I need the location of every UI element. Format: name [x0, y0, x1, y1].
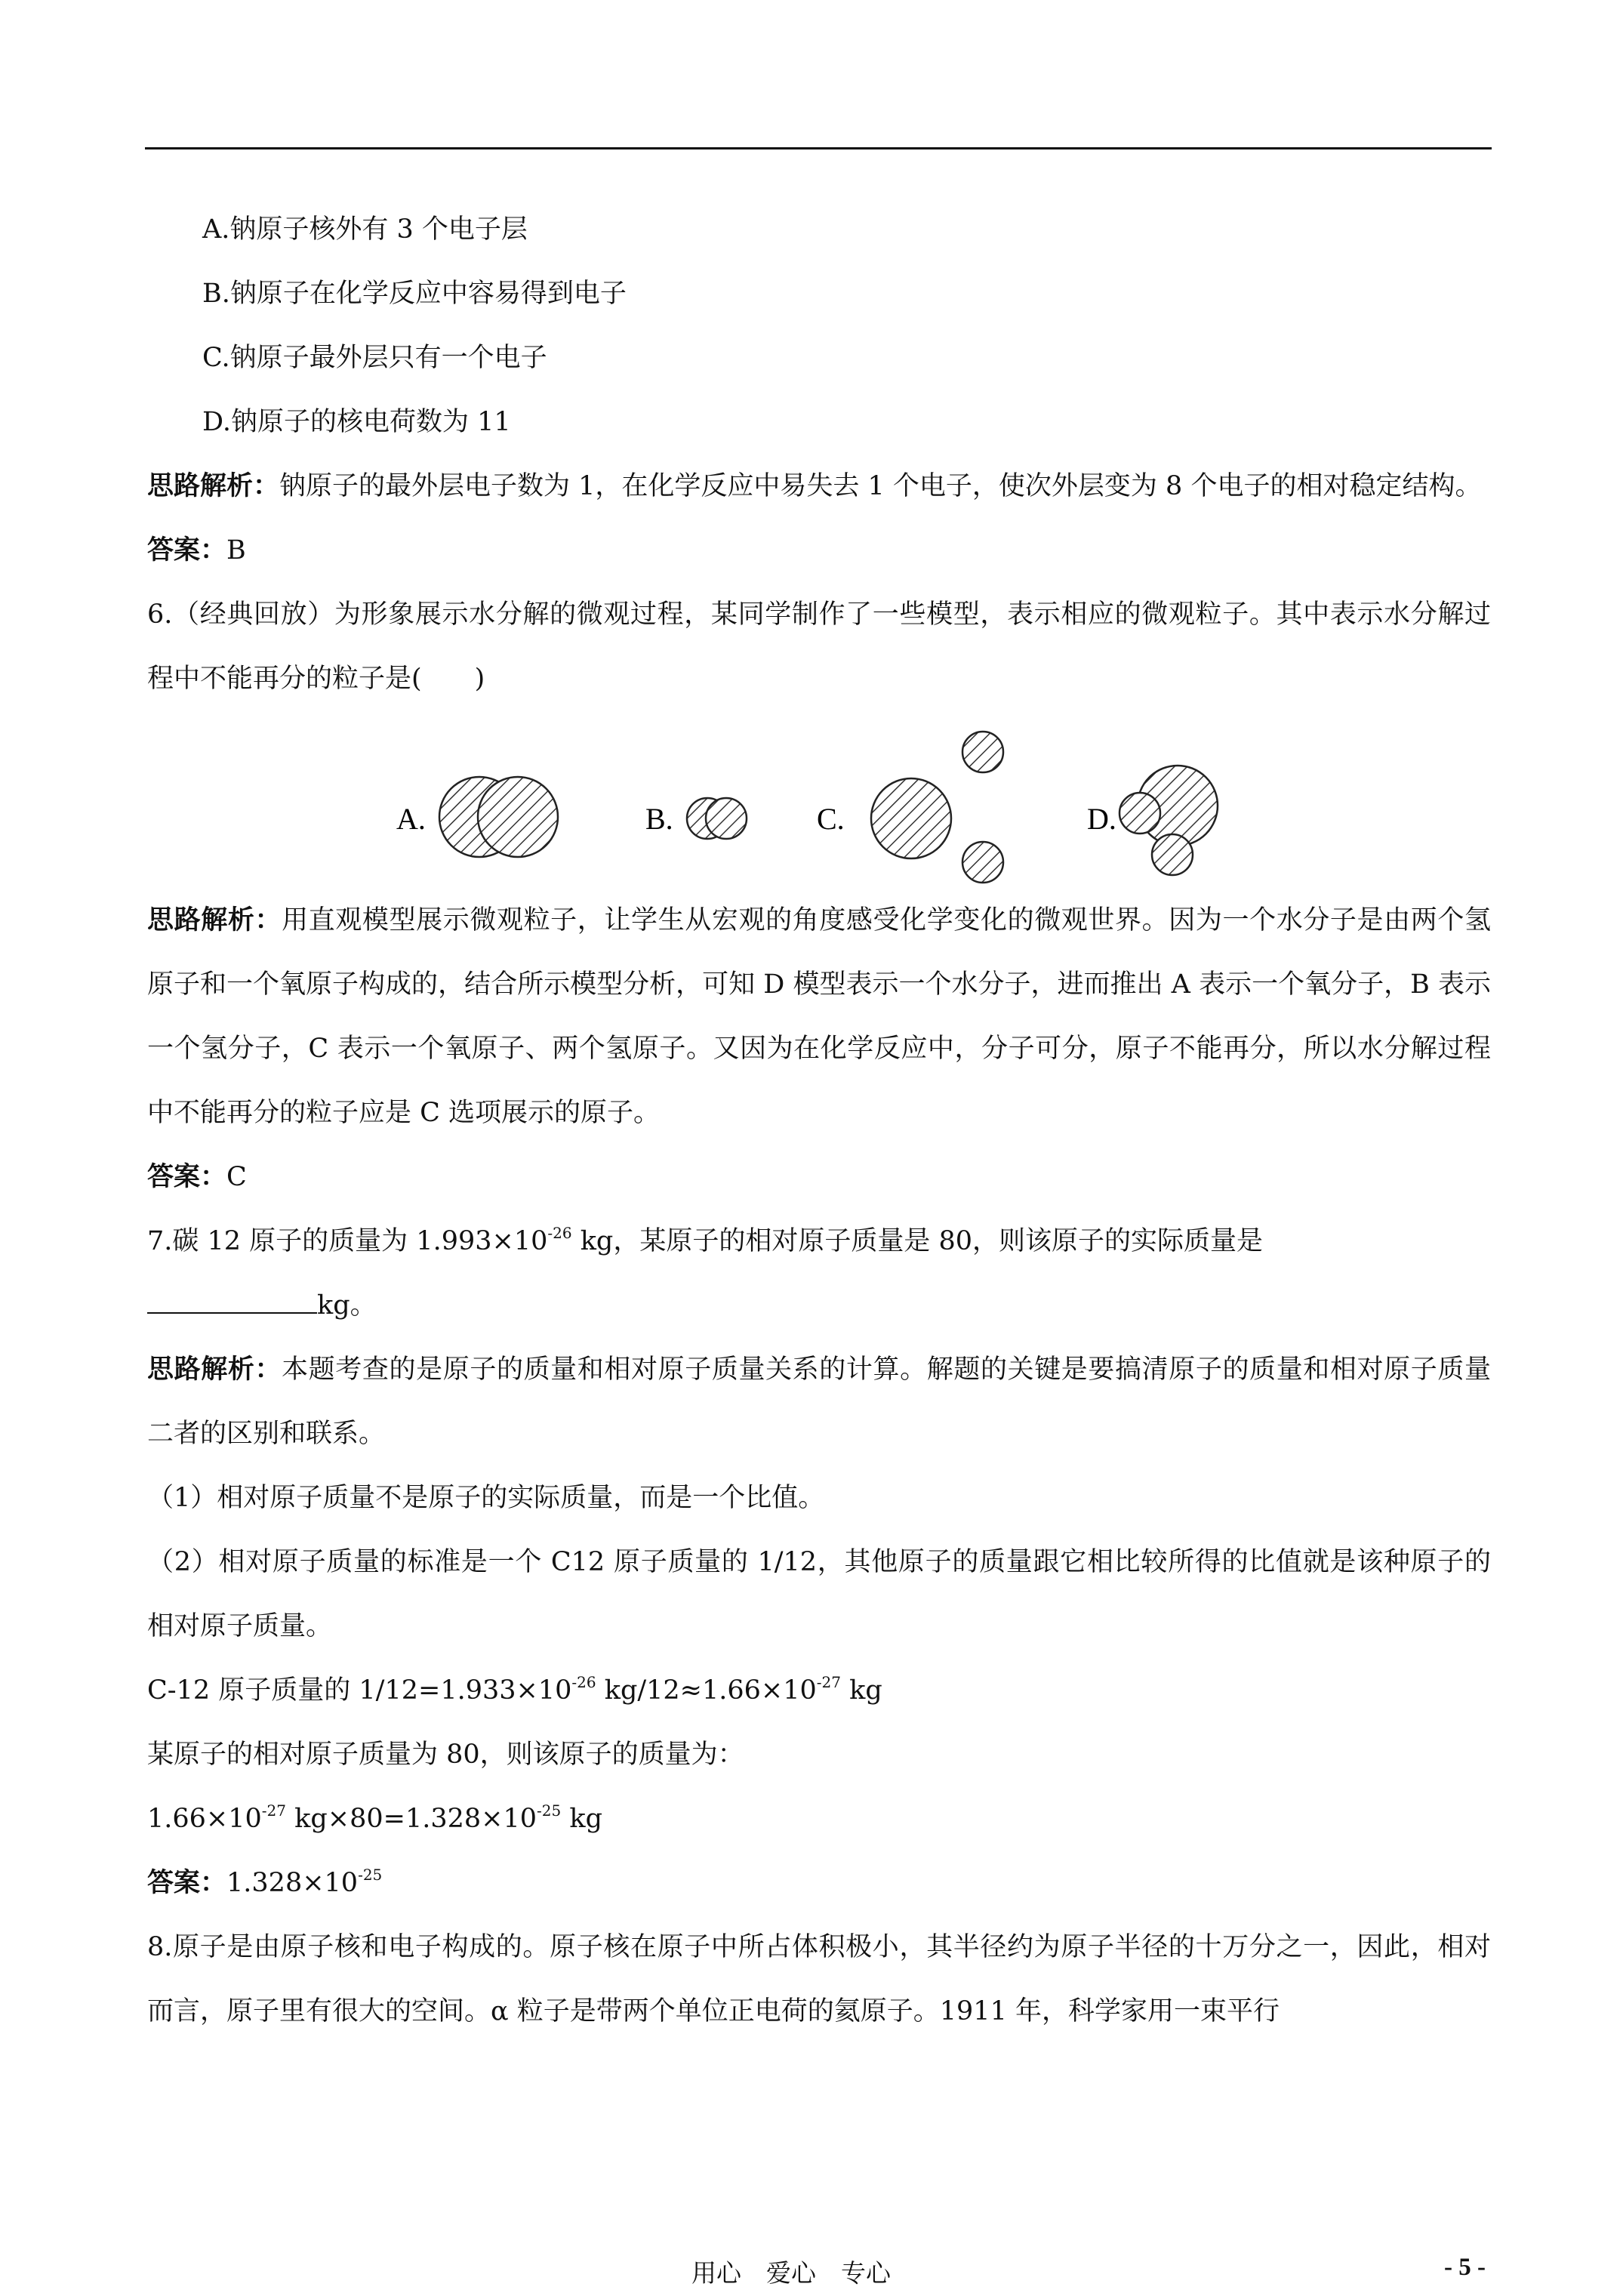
option-d: D.钠原子的核电荷数为 11: [202, 407, 511, 437]
q7-calc-2: 某原子的相对原子质量为 80，则该原子的质量为：: [147, 1740, 744, 1770]
q7-point-2: （2）相对原子质量的标准是一个 C12 原子质量的 1/12，其他原子的质量跟它相比较所得的比值就是该种原子的相对原子质量。: [147, 1547, 1491, 1641]
hydrogen-atom-2: [706, 798, 747, 839]
q6-answer: 答案：C: [147, 1162, 247, 1192]
q7-stem: 7.碳 12 原子的质量为 $1.993\times 10^{-26}$ kg，某原子的相对原子质量是 80，则该原子的实际质量是 kg。: [147, 1224, 1263, 1321]
q7-point-1: （1）相对原子质量不是原子的实际质量，而是一个比值。: [147, 1483, 825, 1513]
page-number: - 5 -: [1444, 2254, 1486, 2281]
hydrogen-atom-top: [962, 732, 1003, 772]
water-hydrogen-atom-2: [1152, 834, 1193, 875]
option-a: A.钠原子核外有 3 个电子层: [202, 214, 528, 245]
hydrogen-atom-bottom: [962, 842, 1003, 883]
model-b: [645, 798, 747, 839]
page-content: [147, 198, 1491, 2044]
model-d-label: D.: [1087, 802, 1116, 836]
q5-answer: 答案：B: [147, 535, 246, 566]
q7-calc-3: $1.66\times 10^{-27}$ $kg\times 80=1.328\times 10^{-25}$ kg: [147, 1801, 602, 1834]
q7-analysis: 思路解析：本题考查的是原子的质量和相对原子质量关系的计算。解题的关键是要搞清原子的质量和相对原子质量二者的区别和联系。: [147, 1354, 1491, 1449]
oxygen-atom-2: [478, 777, 558, 857]
option-b: B.钠原子在化学反应中容易得到电子: [202, 279, 627, 309]
q5-analysis: 思路解析：钠原子的最外层电子数为 1，在化学反应中易失去 1 个电子，使次外层变为 8 个电子的相对稳定结构。: [147, 471, 1482, 501]
footer-motto: 用心 爱心 专心: [691, 2258, 891, 2288]
model-c-label: C.: [817, 802, 845, 836]
molecule-figure: [147, 711, 1491, 889]
option-c: C.钠原子最外层只有一个电子: [202, 343, 547, 373]
answer-label: 答案：: [147, 535, 227, 566]
model-a: [396, 777, 558, 857]
q6-analysis: 思路解析：用直观模型展示微观粒子，让学生从宏观的角度感受化学变化的微观世界。因为一个水分子是由两个氢原子和一个氧原子构成的，结合所示模型分析，可知 D 模型表示一个水分子，进而推出 A 表示一个氧分子，B 表示一个氢分子，C 表示一个氧原子、两个氢原子。又因为在化学反应中，分子可分，原子不能再分，所以水分解过程中不能再分的粒子应是 C 选项展示的原子。: [147, 905, 1491, 1128]
model-d: [1087, 766, 1218, 875]
analysis-label: 思路解析：: [147, 471, 280, 501]
model-a-label: A.: [396, 802, 426, 836]
header-rule: [145, 147, 1492, 149]
oxygen-atom: [871, 778, 951, 858]
water-hydrogen-atom-1: [1119, 793, 1160, 834]
q7-calc-1: C-12 原子质量的 $1/12=1.933\times 10^{-26}$ $kg/12\approx 1.66\times 10^{-27}$ kg: [147, 1673, 882, 1706]
model-b-label: B.: [645, 802, 673, 836]
answer-blank[interactable]: [147, 1290, 317, 1314]
q6-stem: 6.（经典回放）为形象展示水分解的微观过程，某同学制作了一些模型，表示相应的微观粒子。其中表示水分解过程中不能再分的粒子是( ): [147, 599, 1491, 694]
q8-stem: 8.原子是由原子核和电子构成的。原子核在原子中所占体积极小，其半径约为原子半径的十万分之一，因此，相对而言，原子里有很大的空间。α 粒子是带两个单位正电荷的氦原子。1911 年，科学家用一束平行: [147, 1932, 1491, 2026]
model-c: [817, 732, 1003, 883]
molecule-models-svg: [396, 711, 1453, 889]
q7-answer: 答案：$1.328\times 10^{-25}$: [147, 1866, 383, 1898]
